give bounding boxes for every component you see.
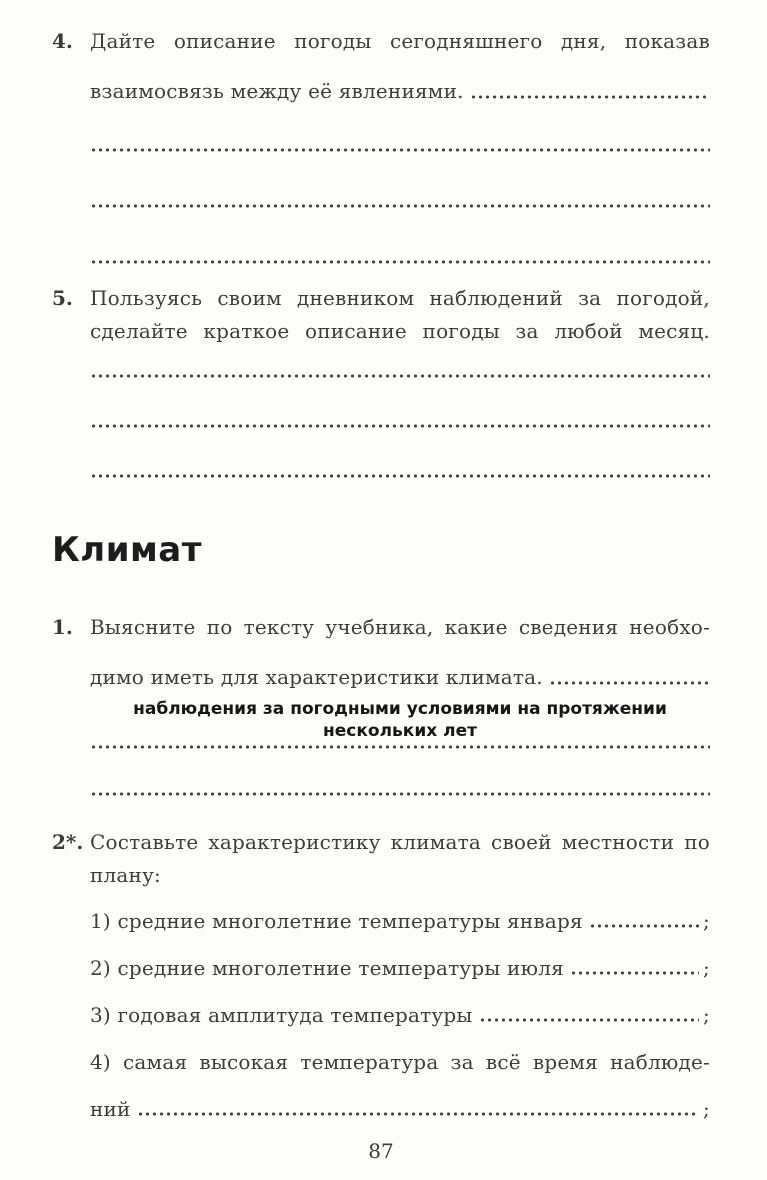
climate-task-2-subitem-2 — [90, 955, 710, 981]
task-5-text-line-2: сделайте краткое описание погоды за любой месяц. — [90, 319, 710, 343]
task-5-number: 5. — [52, 286, 73, 310]
task-5 — [52, 282, 710, 480]
subitem-tail: ; — [703, 1097, 710, 1121]
subitem-tail: ; — [703, 956, 710, 980]
task-4-text-line-1: Дайте описание погоды сегодняшнего дня, показав — [90, 29, 710, 53]
subitem-text: 1) средние многолетние температуры января — [90, 909, 583, 933]
climate-task-2-subitem-4-line-2 — [90, 1096, 710, 1122]
subitem-text: ний — [90, 1097, 131, 1121]
dotted-blank-line — [90, 142, 710, 154]
climate-task-2-text-line-2: плану: — [90, 863, 161, 887]
dotted-blank-line — [90, 742, 710, 750]
task-4-text-line-2: взаимосвязь между её явлениями. — [90, 79, 464, 103]
answer-dots-inline — [137, 1096, 699, 1122]
climate-task-2 — [52, 826, 710, 1122]
dotted-blank-line — [90, 368, 710, 380]
subitem-text: 3) годовая амплитуда температуры — [90, 1003, 473, 1027]
climate-task-1 — [52, 612, 710, 798]
subitem-tail: ; — [703, 1003, 710, 1027]
section-heading-climate: Климат — [52, 530, 202, 570]
answer-dots-inline — [549, 662, 710, 692]
dotted-blank-line — [90, 198, 710, 210]
subitem-text: 2) средние многолетние температуры июля — [90, 956, 564, 980]
answer-dots-inline — [479, 1002, 700, 1028]
subitem-tail: ; — [703, 909, 710, 933]
dotted-blank-line — [90, 786, 710, 798]
handwritten-answer: наблюдения за погодными условиями на протяжении нескольких лет — [133, 699, 667, 741]
task-4 — [52, 26, 710, 266]
climate-task-2-subitem-3 — [90, 1002, 710, 1028]
climate-task-1-number: 1. — [52, 615, 73, 639]
answer-dots-inline — [570, 955, 699, 981]
page-number: 87 — [368, 1139, 394, 1163]
climate-task-2-subitem-4-line-1: 4) самая высокая температура за всё время наблюде- — [90, 1050, 710, 1074]
answer-dots-inline — [470, 76, 710, 106]
climate-task-2-number: 2*. — [52, 830, 84, 854]
answer-dots-inline — [589, 908, 699, 934]
climate-task-2-text-line-1: Составьте характеристику климата своей местности по — [90, 830, 710, 854]
dotted-blank-line — [90, 468, 710, 480]
climate-task-2-subitem-1 — [90, 908, 710, 934]
task-4-number: 4. — [52, 29, 73, 53]
dotted-blank-line — [90, 254, 710, 266]
climate-task-1-text-line-2: димо иметь для характеристики климата. — [90, 665, 543, 689]
climate-task-1-text-line-1: Выясните по тексту учебника, какие сведения необхо- — [90, 615, 710, 639]
dotted-blank-line — [90, 418, 710, 430]
task-5-text-line-1: Пользуясь своим дневником наблюдений за погодой, — [90, 286, 710, 310]
